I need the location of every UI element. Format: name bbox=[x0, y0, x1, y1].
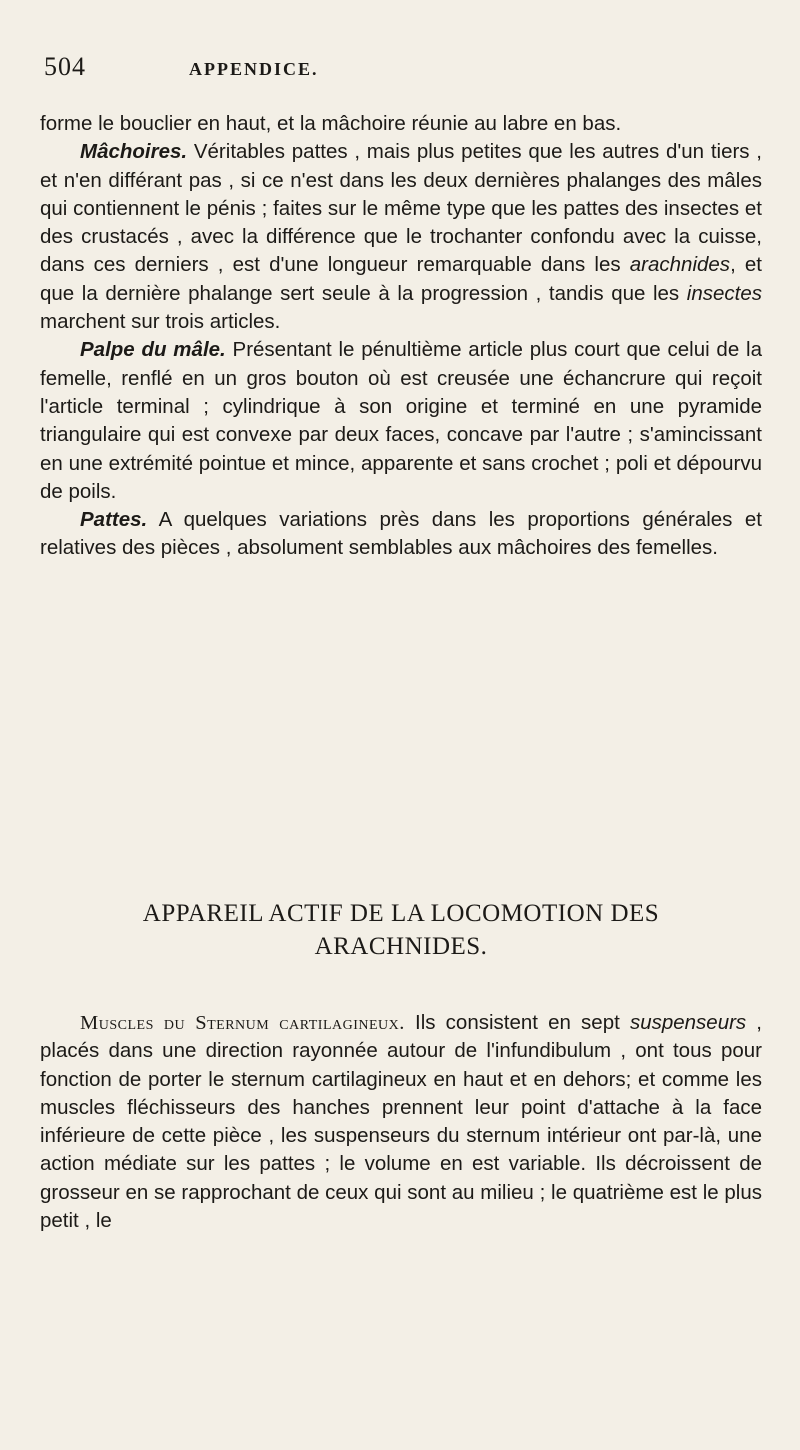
paragraph-text: forme le bouclier en haut, et la mâchoire réunie au labre en bas. bbox=[40, 112, 622, 135]
paragraph-continuation bbox=[40, 110, 762, 138]
term-palpe: Palpe du mâle. bbox=[80, 338, 226, 362]
lead-heading: Muscles du Sternum cartilagineux. bbox=[80, 1012, 405, 1034]
paragraph-pattes bbox=[40, 506, 762, 563]
paragraph-text: marchent sur trois articles. bbox=[40, 310, 281, 334]
italic-term: arachnides bbox=[629, 253, 731, 277]
paragraph-text: Ils consistent en sept bbox=[404, 1011, 630, 1034]
page-header bbox=[44, 52, 756, 86]
section-title-line: APPAREIL ACTIF DE LA LOCOMOTION DES bbox=[142, 900, 660, 927]
section-title-line: ARACHNIDES. bbox=[314, 933, 488, 960]
paragraph-machoires bbox=[40, 138, 762, 336]
paragraph-text: A quelques variations près dans les proportions générales et relatives des pièces , absolument semblables aux mâchoires des femelles. bbox=[40, 508, 762, 560]
section-title bbox=[40, 897, 762, 963]
term-pattes: Pattes. bbox=[80, 508, 148, 532]
paragraph-text: , placés dans une direction rayonnée autour de l'infundibulum , ont tous pour fonction de porter le sternum cartilagineux en haut et en dehors; et comme les muscles fléchisseurs des hanches prennent leur point d'attache à la face inférieure de cette pièce , les suspenseurs du sternum intérieur ont par-là, une action médiate sur les pattes ; le volume en est variable. Ils décroissent de grosseur en se rapprochant de ceux qui sont au milieu ; le quatrième est le plus petit , le bbox=[40, 1011, 763, 1233]
body-text bbox=[40, 110, 762, 563]
paragraph-text: , et que la dernière phalange sert seule à la progression , tandis que les bbox=[40, 253, 762, 305]
italic-term: suspenseurs bbox=[629, 1011, 747, 1034]
paragraph-text: Présentant le pénultième article plus court que celui de la femelle, renflé en un gros bouton où est creusée une échancrure qui reçoit l'article terminal ; cylindrique à son origine et terminé en une pyramide triangulaire qui est convexe par deux faces, concave par l'autre ; s'amincissant en une extrémité pointue et mince, apparente et sans crochet ; poli et dépourvu de poils. bbox=[40, 338, 762, 503]
paragraph-muscles bbox=[40, 1009, 762, 1235]
italic-term: insectes bbox=[686, 281, 762, 305]
running-head: APPENDICE. bbox=[189, 59, 319, 79]
paragraph-palpe bbox=[40, 336, 762, 506]
section-body bbox=[40, 1009, 762, 1235]
paragraph-text: Véritables pattes , mais plus petites que les autres d'un tiers , et n'en différant pas , si ce n'est dans les deux dernières phalanges des mâles qui contiennent le pénis ; faites sur le même type que les pattes des insectes et des crustacés , avec la différence que le trochanter confondu avec la cuisse, dans ces derniers , est d'une longueur remarquable dans les bbox=[40, 140, 762, 277]
term-machoires: Mâchoires. bbox=[80, 140, 188, 164]
page-number: 504 bbox=[44, 52, 86, 81]
